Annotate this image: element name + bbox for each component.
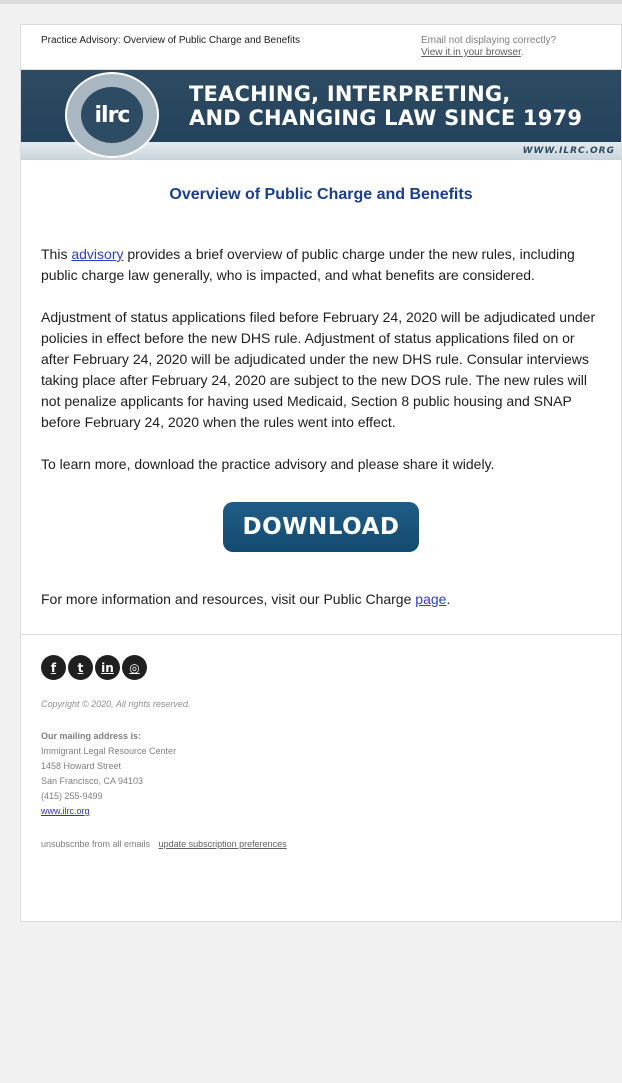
facebook-icon[interactable]: f [41, 655, 66, 680]
footer-divider [21, 634, 621, 635]
website-link[interactable]: www.ilrc.org [41, 806, 90, 816]
update-preferences-link[interactable]: update subscription preferences [158, 839, 287, 849]
phone-number: (415) 255-9499 [41, 791, 103, 801]
advisory-link[interactable]: advisory [71, 246, 124, 262]
mailing-address [41, 729, 601, 819]
org-name: Immigrant Legal Resource Center [41, 746, 177, 756]
email-subject: Practice Advisory: Overview of Public Charge and Benefits [41, 35, 301, 46]
email-footer [21, 655, 621, 849]
learn-more-paragraph: To learn more, download the practice advisory and please share it widely. [41, 456, 495, 472]
subscription-links [41, 839, 601, 849]
tagline-line-1: TEACHING, INTERPRETING, [189, 82, 511, 106]
copyright-text: Copyright © 2020, All rights reserved. [41, 699, 191, 709]
social-links [41, 655, 601, 681]
article-title: Overview of Public Charge and Benefits [169, 186, 473, 203]
city-address: San Francisco, CA 94103 [41, 776, 144, 786]
ilrc-logo-text: ilrc [94, 102, 130, 128]
ilrc-seal [65, 72, 159, 158]
adjustment-paragraph: Adjustment of status applications filed before February 24, 2020 will be adjudicated under policies in effect before the new DHS rule. Adjustment of status applications filed on or after February 24, 2020 will be adjudicated under the new DHS rule. Consular interviews taking place after February 24, 2020 are subject to the new DOS rule. The new rules will not penalize applicants for having used Medicaid, Section 8 public housing and SNAP before February 24, 2020 when the rules went into effect. [41, 309, 596, 430]
unsubscribe-link[interactable]: unsubscribe from all emails [41, 839, 151, 849]
top-bar [0, 0, 622, 4]
street-address: 1458 Howard Street [41, 761, 122, 771]
header-banner [21, 70, 621, 160]
banner-tagline [189, 82, 582, 130]
tagline-line-2: AND CHANGING LAW SINCE 1979 [189, 106, 583, 130]
email-container [20, 24, 622, 922]
public-charge-page-link[interactable]: page [415, 591, 447, 607]
view-in-browser-link[interactable]: View it in your browser [421, 47, 521, 58]
browser-view-notice [421, 35, 556, 59]
resources-paragraph: For more information and resources, visit our Public Charge page. [41, 591, 451, 607]
ilrc-seal-inner [81, 87, 143, 143]
banner-url: WWW.ILRC.ORG [522, 146, 615, 156]
download-button[interactable]: DOWNLOAD [223, 502, 419, 552]
instagram-icon[interactable]: ◎ [122, 655, 147, 680]
view-in-browser-line: View it in your browser. [421, 47, 524, 58]
not-displaying-text: Email not displaying correctly? [421, 35, 557, 46]
preheader [21, 25, 621, 70]
linkedin-icon[interactable]: in [95, 655, 120, 680]
article-body [21, 184, 621, 610]
download-wrap [41, 502, 601, 553]
intro-paragraph: This advisory provides a brief overview of public charge under the new rules, including public charge law generally, who is impacted, and what benefits are considered. [41, 246, 575, 283]
twitter-icon[interactable]: t [68, 655, 93, 680]
mailing-label: Our mailing address is: [41, 731, 142, 741]
